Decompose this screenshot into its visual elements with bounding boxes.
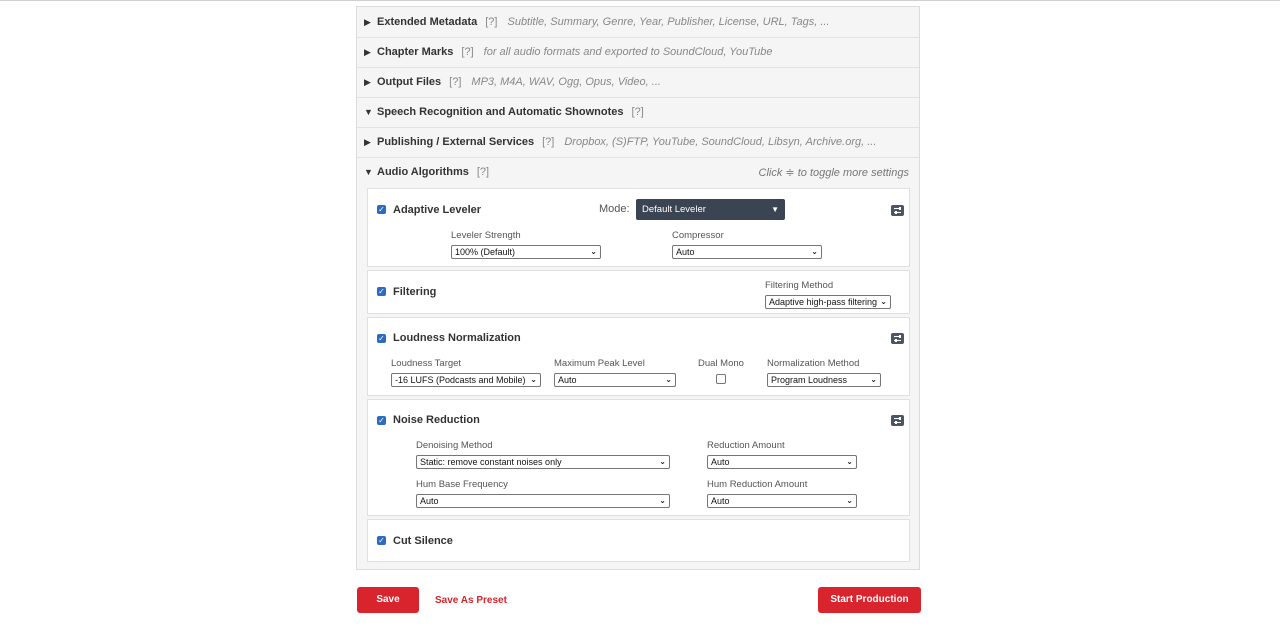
- normalization-method-select[interactable]: [767, 373, 881, 387]
- reduction-amount-select[interactable]: [707, 455, 857, 469]
- accordion-title: Output Files: [377, 76, 442, 88]
- accordion-publishing[interactable]: [357, 127, 919, 158]
- adaptive-leveler-title: Adaptive Leveler: [393, 204, 482, 216]
- chevron-down-icon: ⌄: [811, 247, 818, 256]
- loudness-checkbox[interactable]: ✓: [378, 334, 385, 343]
- help-link[interactable]: [?]: [476, 166, 490, 178]
- accordion-audio-algorithms[interactable]: [357, 157, 919, 187]
- chevron-down-icon: ⌄: [880, 297, 887, 306]
- chevron-down-icon: ⌄: [590, 247, 597, 256]
- loudness-target-select[interactable]: [391, 373, 541, 387]
- help-link[interactable]: [?]: [485, 16, 498, 28]
- leveler-strength-label: Leveler Strength: [451, 230, 521, 241]
- compressor-label: Compressor: [672, 230, 724, 241]
- accordion-chapter-marks[interactable]: [357, 37, 919, 68]
- hum-reduction-value: Auto: [711, 496, 730, 506]
- filtering-method-select[interactable]: [765, 295, 891, 309]
- accordion-title: Publishing / External Services: [377, 136, 535, 148]
- reduction-amount-value: Auto: [711, 457, 730, 467]
- dual-mono-label: Dual Mono: [698, 358, 744, 369]
- accordion-description: Subtitle, Summary, Genre, Year, Publisher, License, URL, Tags, ...: [507, 16, 830, 28]
- cut-silence-card: [367, 519, 910, 562]
- accordion-title: Extended Metadata: [377, 16, 478, 28]
- normalization-method-label: Normalization Method: [767, 358, 860, 369]
- settings-panel: [356, 6, 920, 570]
- compressor-value: Auto: [676, 247, 695, 257]
- filtering-method-value: Adaptive high-pass filtering: [769, 297, 878, 307]
- hum-frequency-value: Auto: [420, 496, 439, 506]
- start-production-button[interactable]: Start Production: [818, 587, 921, 613]
- denoising-method-select[interactable]: [416, 455, 670, 469]
- adaptive-leveler-checkbox[interactable]: ✓: [378, 205, 385, 214]
- dual-mono-checkbox[interactable]: [716, 374, 726, 384]
- chevron-down-icon: ⌄: [665, 375, 672, 384]
- hum-reduction-label: Hum Reduction Amount: [707, 479, 808, 490]
- collapsed-arrow-icon: ▶: [364, 76, 371, 87]
- mode-select[interactable]: [636, 199, 785, 220]
- toggle-settings-hint: Click ≑ to toggle more settings: [758, 166, 909, 179]
- chevron-down-icon: ⌄: [659, 496, 666, 505]
- accordion-description: MP3, M4A, WAV, Ogg, Opus, Video, ...: [471, 76, 661, 88]
- top-divider: [0, 0, 1280, 1]
- hum-frequency-select[interactable]: [416, 494, 670, 508]
- chevron-down-icon: ⌄: [846, 457, 853, 466]
- leveler-strength-select[interactable]: [451, 245, 601, 259]
- toggle-settings-icon[interactable]: [891, 333, 904, 344]
- caret-down-icon: ▼: [771, 205, 779, 214]
- accordion-title: Audio Algorithms: [377, 166, 469, 178]
- help-link[interactable]: [?]: [631, 106, 644, 118]
- normalization-method-value: Program Loudness: [771, 375, 848, 385]
- accordion-speech-recognition[interactable]: [357, 97, 919, 128]
- filtering-title: Filtering: [393, 286, 437, 298]
- help-link[interactable]: [?]: [542, 136, 555, 148]
- denoising-method-label: Denoising Method: [416, 440, 493, 451]
- denoising-method-value: Static: remove constant noises only: [420, 457, 562, 467]
- mode-select-value: Default Leveler: [642, 204, 706, 215]
- collapsed-arrow-icon: ▶: [364, 136, 371, 147]
- chevron-down-icon: ⌄: [870, 375, 877, 384]
- accordion-extended-metadata[interactable]: [357, 7, 919, 38]
- max-peak-select[interactable]: [554, 373, 676, 387]
- mode-label: Mode:: [599, 203, 630, 215]
- adaptive-leveler-card: [367, 188, 910, 267]
- help-link[interactable]: [?]: [449, 76, 462, 88]
- filtering-checkbox[interactable]: ✓: [378, 287, 385, 296]
- save-as-preset-link[interactable]: Save As Preset: [435, 595, 507, 606]
- accordion-description: for all audio formats and exported to SoundCloud, YouTube: [483, 46, 773, 58]
- filtering-method-label: Filtering Method: [765, 280, 834, 291]
- max-peak-value: Auto: [558, 375, 577, 385]
- noise-reduction-card: [367, 399, 910, 516]
- accordion-title: Speech Recognition and Automatic Shownotes: [377, 106, 624, 118]
- accordion-description: Dropbox, (S)FTP, YouTube, SoundCloud, Libsyn, Archive.org, ...: [564, 136, 877, 148]
- leveler-strength-value: 100% (Default): [455, 247, 516, 257]
- loudness-normalization-card: [367, 317, 910, 396]
- chevron-down-icon: ⌄: [659, 457, 666, 466]
- hum-frequency-label: Hum Base Frequency: [416, 479, 508, 490]
- accordion-output-files[interactable]: [357, 67, 919, 98]
- compressor-select[interactable]: [672, 245, 822, 259]
- toggle-settings-icon[interactable]: [891, 415, 904, 426]
- expanded-arrow-icon: ▼: [364, 167, 373, 177]
- reduction-amount-label: Reduction Amount: [707, 440, 785, 451]
- help-link[interactable]: [?]: [461, 46, 474, 58]
- hum-reduction-select[interactable]: [707, 494, 857, 508]
- chevron-down-icon: ⌄: [846, 496, 853, 505]
- filtering-card: [367, 270, 910, 314]
- expanded-arrow-icon: ▼: [364, 107, 373, 117]
- collapsed-arrow-icon: ▶: [364, 16, 371, 27]
- save-button[interactable]: Save: [357, 587, 419, 613]
- loudness-title: Loudness Normalization: [393, 332, 521, 344]
- accordion-title: Chapter Marks: [377, 46, 454, 58]
- loudness-target-label: Loudness Target: [391, 358, 462, 369]
- cut-silence-checkbox[interactable]: ✓: [378, 536, 385, 545]
- noise-reduction-checkbox[interactable]: ✓: [378, 416, 385, 425]
- chevron-down-icon: ⌄: [530, 375, 537, 384]
- cut-silence-title: Cut Silence: [393, 535, 453, 547]
- collapsed-arrow-icon: ▶: [364, 46, 371, 57]
- max-peak-label: Maximum Peak Level: [554, 358, 645, 369]
- loudness-target-value: -16 LUFS (Podcasts and Mobile): [395, 375, 526, 385]
- noise-reduction-title: Noise Reduction: [393, 414, 480, 426]
- toggle-settings-icon[interactable]: [891, 205, 904, 216]
